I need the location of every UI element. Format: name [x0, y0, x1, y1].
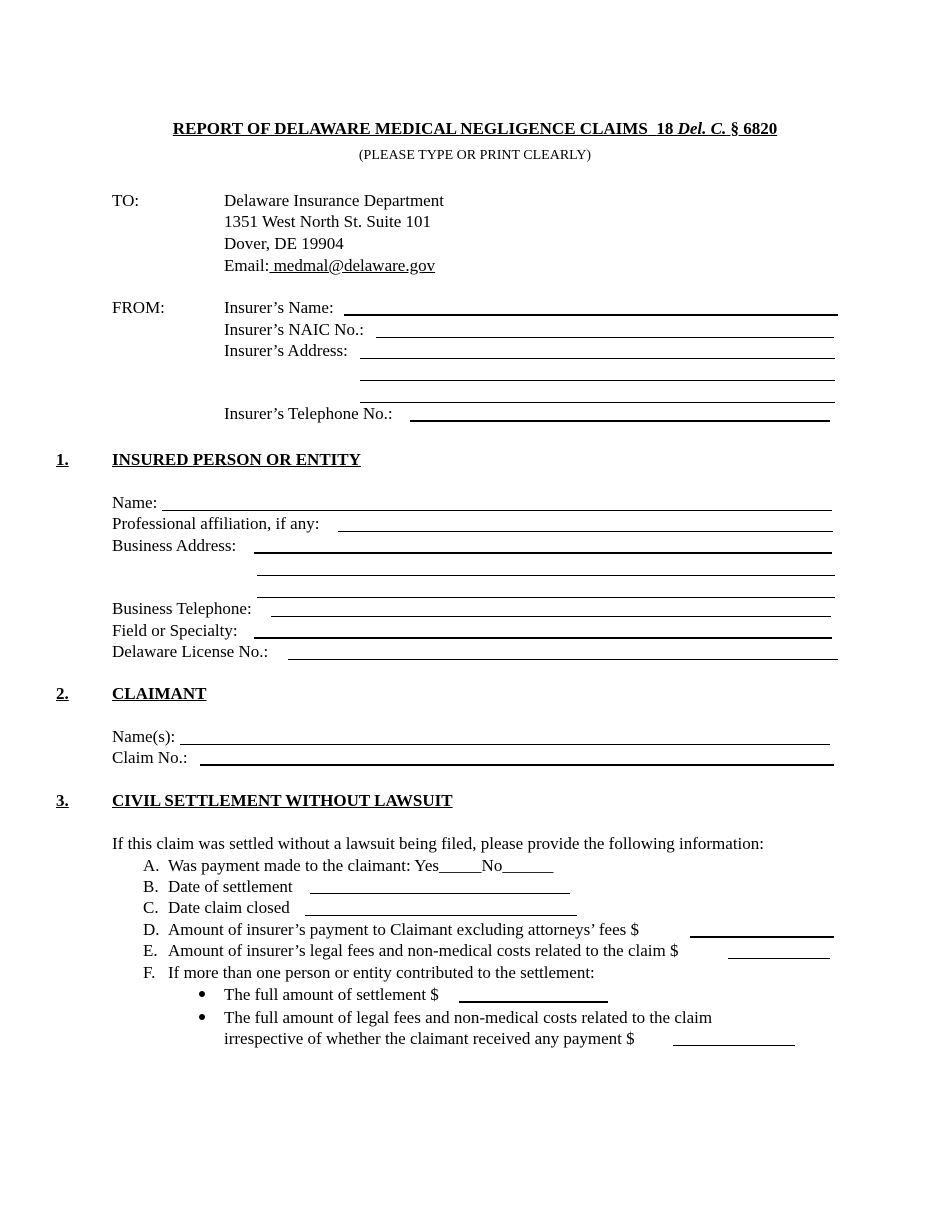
- insurer-phone-label: Insurer’s Telephone No.:: [224, 404, 393, 423]
- bullet-1-text: The full amount of settlement $: [224, 985, 439, 1004]
- item-f-text: If more than one person or entity contributed to the settlement:: [168, 963, 595, 982]
- email-link[interactable]: medmal@delaware.gov: [269, 256, 436, 275]
- claim-number-label: Claim No.:: [112, 748, 188, 767]
- business-address-label: Business Address:: [112, 536, 237, 555]
- insured-name-label: Name:: [112, 493, 158, 512]
- insurer-address-field-1[interactable]: [360, 358, 835, 359]
- insurer-payment-field[interactable]: [690, 936, 834, 938]
- section-3-intro: If this claim was settled without a lawsuit being filed, please provide the following information:: [112, 834, 764, 853]
- settlement-date-field[interactable]: [310, 893, 570, 894]
- item-e-text: Amount of insurer’s legal fees and non-medical costs related to the claim $: [168, 941, 679, 960]
- item-c-letter: C.: [143, 898, 159, 917]
- insurer-naic-field[interactable]: [376, 337, 834, 338]
- specialty-label: Field or Specialty:: [112, 621, 238, 640]
- insurer-address-field-2[interactable]: [360, 380, 835, 381]
- insurer-name-label: Insurer’s Name:: [224, 298, 334, 317]
- section-3-number: 3.: [56, 791, 69, 810]
- section-2-heading: CLAIMANT: [112, 684, 207, 703]
- legal-fees-field[interactable]: [728, 958, 830, 959]
- affiliation-label: Professional affiliation, if any:: [112, 514, 320, 533]
- item-a-letter: A.: [143, 856, 160, 875]
- claimant-names-label: Name(s):: [112, 727, 176, 746]
- item-c-text: Date claim closed: [168, 898, 290, 917]
- insurer-name-field[interactable]: [344, 314, 838, 316]
- business-phone-field[interactable]: [271, 616, 831, 617]
- business-phone-label: Business Telephone:: [112, 599, 252, 618]
- section-2-number: 2.: [56, 684, 69, 703]
- insurer-address-field-3[interactable]: [360, 402, 835, 403]
- from-label: FROM:: [112, 298, 165, 317]
- business-address-field-2[interactable]: [257, 575, 835, 576]
- bullet-2-text-line-2: irrespective of whether the claimant received any payment $: [224, 1029, 635, 1048]
- section-3-heading: CIVIL SETTLEMENT WITHOUT LAWSUIT: [112, 791, 453, 810]
- to-line-3: Dover, DE 19904: [224, 234, 344, 253]
- email-label: Email:: [224, 256, 270, 275]
- claimant-names-field[interactable]: [180, 744, 830, 745]
- section-1-number: 1.: [56, 450, 69, 469]
- page-title: REPORT OF DELAWARE MEDICAL NEGLIGENCE CLAIMS 18 Del. C. § 6820: [172, 119, 778, 138]
- to-label: TO:: [112, 191, 140, 210]
- item-d-text: Amount of insurer’s payment to Claimant excluding attorneys’ fees $: [168, 920, 640, 939]
- full-settlement-field[interactable]: [459, 1001, 608, 1003]
- item-e-letter: E.: [143, 941, 158, 960]
- bullet-2-dot: [199, 1014, 205, 1020]
- item-a-text: Was payment made to the claimant: Yes_____No______: [168, 856, 554, 875]
- business-address-field-1[interactable]: [254, 552, 832, 554]
- business-address-field-3[interactable]: [257, 597, 835, 598]
- to-email-row: [224, 257, 435, 274]
- bullet-2-text-line-1: The full amount of legal fees and non-medical costs related to the claim: [224, 1008, 713, 1027]
- license-label: Delaware License No.:: [112, 642, 269, 661]
- section-1-heading: INSURED PERSON OR ENTITY: [112, 450, 361, 469]
- item-b-text: Date of settlement: [168, 877, 293, 896]
- claim-number-field[interactable]: [200, 764, 834, 766]
- affiliation-field[interactable]: [338, 531, 833, 532]
- item-f-letter: F.: [143, 963, 156, 982]
- license-field[interactable]: [288, 659, 838, 660]
- to-line-1: Delaware Insurance Department: [224, 191, 444, 210]
- full-legal-fees-field[interactable]: [673, 1045, 795, 1046]
- item-b-letter: B.: [143, 877, 159, 896]
- page-subtitle: (PLEASE TYPE OR PRINT CLEARLY): [358, 148, 592, 163]
- claim-closed-date-field[interactable]: [305, 915, 577, 916]
- insurer-phone-field[interactable]: [410, 420, 830, 422]
- insurer-naic-label: Insurer’s NAIC No.:: [224, 320, 364, 339]
- insurer-address-label: Insurer’s Address:: [224, 341, 348, 360]
- to-line-2: 1351 West North St. Suite 101: [224, 212, 432, 231]
- item-d-letter: D.: [143, 920, 160, 939]
- specialty-field[interactable]: [254, 637, 832, 639]
- bullet-1-dot: [199, 991, 205, 997]
- insured-name-field[interactable]: [162, 510, 832, 511]
